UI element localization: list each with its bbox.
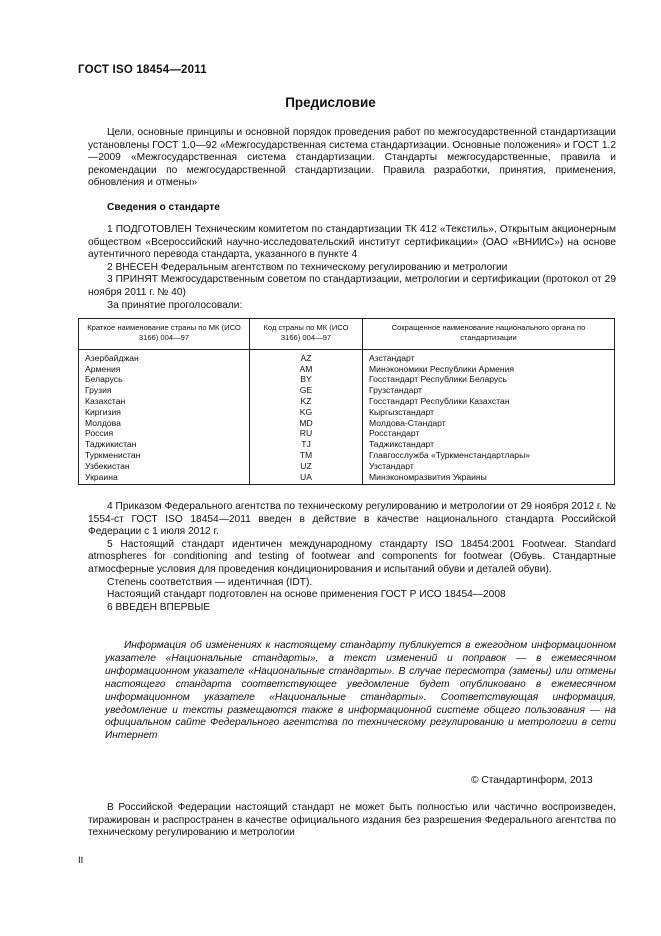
body-cell: Главгосслужба «Туркменстандартлары»	[363, 450, 615, 461]
foreword-section	[88, 127, 616, 190]
country-cell: Азербайджан	[79, 349, 250, 363]
code-cell: UA	[250, 472, 363, 485]
code-cell: TJ	[250, 439, 363, 450]
body-cell: Грузстандарт	[363, 385, 615, 396]
country-cell: Казахстан	[79, 396, 250, 407]
conformity-degree: Степень соответствия — идентичная (IDT).	[107, 576, 313, 588]
rights-paragraph: В Российской Федерации настоящий стандарт не может быть полностью или частично воспроизведен, тиражирован и распространен в качестве официального издания без разрешения Федерального агентства по техническому регулированию и метрологии	[88, 802, 616, 839]
table-row	[79, 396, 615, 407]
foreword-paragraph: Цели, основные принципы и основной порядок проведения работ по межгосударственной стандартизации установлены ГОСТ 1.0—92 «Межгосударственная система стандартизации. Основные положения» и ГОСТ 1.2—2009 «Межгосударственная система стандартизации. Стандарты межгосударственные, правила и рекомендации по межгосударственной стандартизации. Правила разработки, принятия, применения, обновления и отмены»	[88, 127, 616, 189]
info-heading-block	[88, 202, 616, 215]
column-header-country: Краткое наименование страны по МК (ИСО 3166) 004—97	[79, 319, 250, 350]
table-header-row	[79, 319, 615, 350]
info-item-3: 3 ПРИНЯТ Межгосударственным советом по стандартизации, метрологии и сертификации (протокол от 29 ноября 2011 г. № 40)	[88, 274, 616, 298]
country-cell: Таджикистан	[79, 439, 250, 450]
code-cell: GE	[250, 385, 363, 396]
standard-id-header: ГОСТ ISO 18454—2011	[78, 64, 207, 76]
code-cell: MD	[250, 418, 363, 429]
table-row	[79, 461, 615, 472]
enactment-section	[88, 501, 616, 614]
body-cell: Минэкономразвития Украины	[363, 472, 615, 485]
body-cell: Госстандарт Республики Беларусь	[363, 374, 615, 385]
amendments-notice-text: Информация об изменениях к настоящему стандарту публикуется в ежегодном информационном указателе «Национальные стандарты», а текст изменений и поправок — в ежемесячном информационном указателе «Национальные стандарты». В случае пересмотра (замены) или отмены настоящего стандарта соответствующее уведомление будет опубликовано в ежемесячном информационном указателе «Национальные стандарты». Соответствующая информация, уведомление и тексты размещаются также в информационной системе общего пользования — на официальном сайте Федерального агентства по техническому регулированию и метрологии в сети Интернет	[105, 640, 616, 742]
table-row	[79, 450, 615, 461]
body-cell: Узстандарт	[363, 461, 615, 472]
body-cell: Молдова-Стандарт	[363, 418, 615, 429]
code-cell: RU	[250, 428, 363, 439]
body-cell: Минэкономики Республики Армения	[363, 364, 615, 375]
body-cell: Кыргызстандарт	[363, 407, 615, 418]
info-item-4: 4 Приказом Федерального агентства по техническому регулированию и метрологии от 29 ноября 2012 г. № 1554-ст ГОСТ ISO 18454—2011 введен в действие в качестве национального стандарта Российской Федерации с 1 июля 2012 г.	[88, 501, 616, 538]
table-row	[79, 364, 615, 375]
code-cell: AM	[250, 364, 363, 375]
amendments-notice	[105, 640, 616, 743]
code-cell: UZ	[250, 461, 363, 472]
body-cell: Росстандарт	[363, 428, 615, 439]
voted-label: За принятие проголосовали:	[107, 299, 243, 311]
column-header-code: Код страны по МК (ИСО 3166) 004—97	[250, 319, 363, 350]
info-items	[88, 224, 616, 312]
page-number: II	[78, 855, 84, 866]
table-row	[79, 428, 615, 439]
country-cell: Беларусь	[79, 374, 250, 385]
info-item-5: 5 Настоящий стандарт идентичен международному стандарту ISO 18454:2001 Footwear. Standard atmospheres for conditioning and testing of footwear and components for footwear (Обувь. Стандартные атмосферные условия для проведения кондиционирования и испытаний обуви и деталей обуви).	[88, 538, 616, 575]
voting-countries-table	[78, 318, 615, 485]
table-row	[79, 407, 615, 418]
info-heading: Сведения о стандарте	[107, 202, 220, 213]
table-row	[79, 374, 615, 385]
info-item-1: 1 ПОДГОТОВЛЕН Техническим комитетом по стандартизации ТК 412 «Текстиль», Открытым акционерным обществом «Всероссийский научно-исследовательский институт сертификации» (ОАО «ВНИИС») на основе аутентичного перевода стандарта, указанного в пункте 4	[88, 224, 616, 261]
info-item-6: 6 ВВЕДЕН ВПЕРВЫЕ	[107, 601, 211, 613]
country-cell: Украина	[79, 472, 250, 485]
column-header-body: Сокращенное наименование национального органа по стандартизации	[363, 319, 615, 350]
code-cell: KZ	[250, 396, 363, 407]
country-cell: Киргизия	[79, 407, 250, 418]
code-cell: BY	[250, 374, 363, 385]
table-row	[79, 439, 615, 450]
body-cell: Азстандарт	[363, 349, 615, 363]
code-cell: TM	[250, 450, 363, 461]
table-row	[79, 418, 615, 429]
country-cell: Армения	[79, 364, 250, 375]
basis-statement: Настоящий стандарт подготовлен на основе применения ГОСТ Р ИСО 18454—2008	[107, 589, 506, 601]
table-row	[79, 349, 615, 363]
table-row	[79, 472, 615, 485]
country-cell: Грузия	[79, 385, 250, 396]
body-cell: Таджикстандарт	[363, 439, 615, 450]
country-cell: Россия	[79, 428, 250, 439]
country-cell: Молдова	[79, 418, 250, 429]
info-item-2: 2 ВНЕСЕН Федеральным агентством по техническому регулированию и метрологии	[107, 261, 508, 273]
body-cell: Госстандарт Республики Казахстан	[363, 396, 615, 407]
table-row	[79, 385, 615, 396]
code-cell: AZ	[250, 349, 363, 363]
rights-section	[88, 802, 616, 840]
country-cell: Узбекистан	[79, 461, 250, 472]
country-cell: Туркменистан	[79, 450, 250, 461]
code-cell: KG	[250, 407, 363, 418]
copyright-line: © Стандартинформ, 2013	[471, 775, 593, 786]
page-title: Предисловие	[285, 95, 376, 110]
